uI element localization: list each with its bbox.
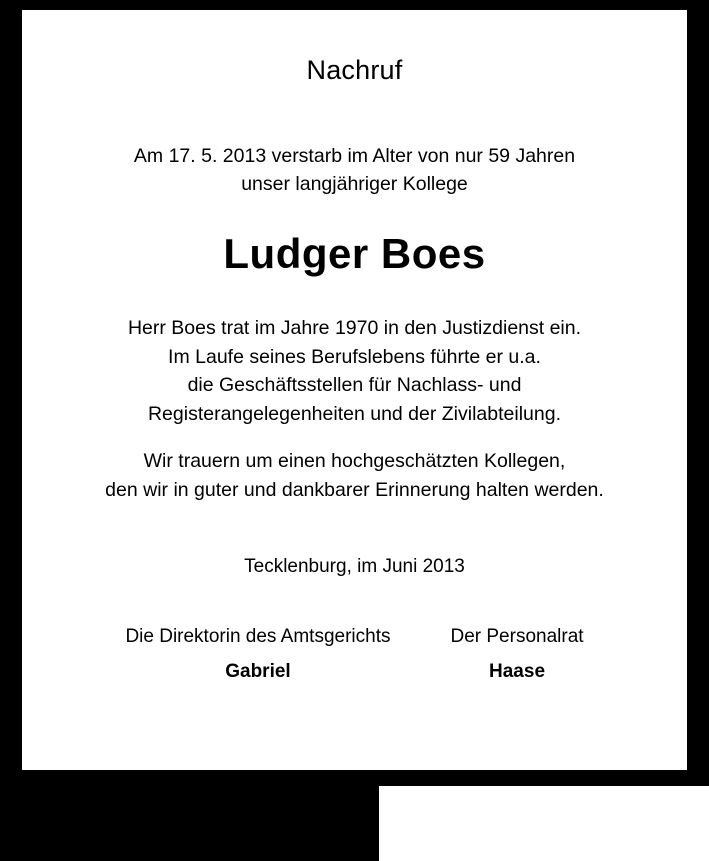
- biography-line-4: Registerangelegenheiten und der Zivilabteilung.: [147, 402, 562, 425]
- intro-line-1: Am 17. 5. 2013 verstarb im Alter von nur 59 Jahren: [133, 145, 576, 168]
- bottom-right-white-block: [379, 786, 709, 861]
- obituary-notice-card: [22, 10, 687, 770]
- signature-name: Gabriel: [225, 661, 291, 683]
- signature-group: [22, 624, 687, 685]
- condolence-paragraph: [105, 447, 604, 504]
- signature-role: Der Personalrat: [450, 626, 584, 648]
- signature-role: Die Direktorin des Amtsgerichts: [125, 626, 391, 648]
- signature-block-director: [125, 624, 390, 685]
- condolence-line-2: den wir in guter und dankbarer Erinnerung halten werden.: [105, 478, 604, 501]
- obituary-content: [22, 10, 687, 770]
- signature-block-staff-council: [450, 624, 583, 685]
- biography-paragraph: [128, 314, 581, 428]
- bottom-black-strip: [0, 770, 709, 786]
- intro-line-2: unser langjähriger Kollege: [241, 173, 468, 196]
- deceased-name: Ludger Boes: [223, 230, 486, 278]
- signature-name: Haase: [489, 661, 546, 683]
- bottom-left-black-block: [0, 786, 379, 861]
- biography-line-3: die Geschäftsstellen für Nachlass- und: [187, 374, 522, 397]
- biography-line-2: Im Laufe seines Berufslebens führte er u.a.: [168, 345, 541, 368]
- place-and-date: Tecklenburg, im Juni 2013: [244, 556, 465, 578]
- page-title: Nachruf: [306, 55, 403, 85]
- biography-line-1: Herr Boes trat im Jahre 1970 in den Justizdienst ein.: [127, 317, 582, 340]
- condolence-line-1: Wir trauern um einen hochgeschätzten Kollegen,: [143, 450, 566, 473]
- intro-text: [134, 142, 575, 198]
